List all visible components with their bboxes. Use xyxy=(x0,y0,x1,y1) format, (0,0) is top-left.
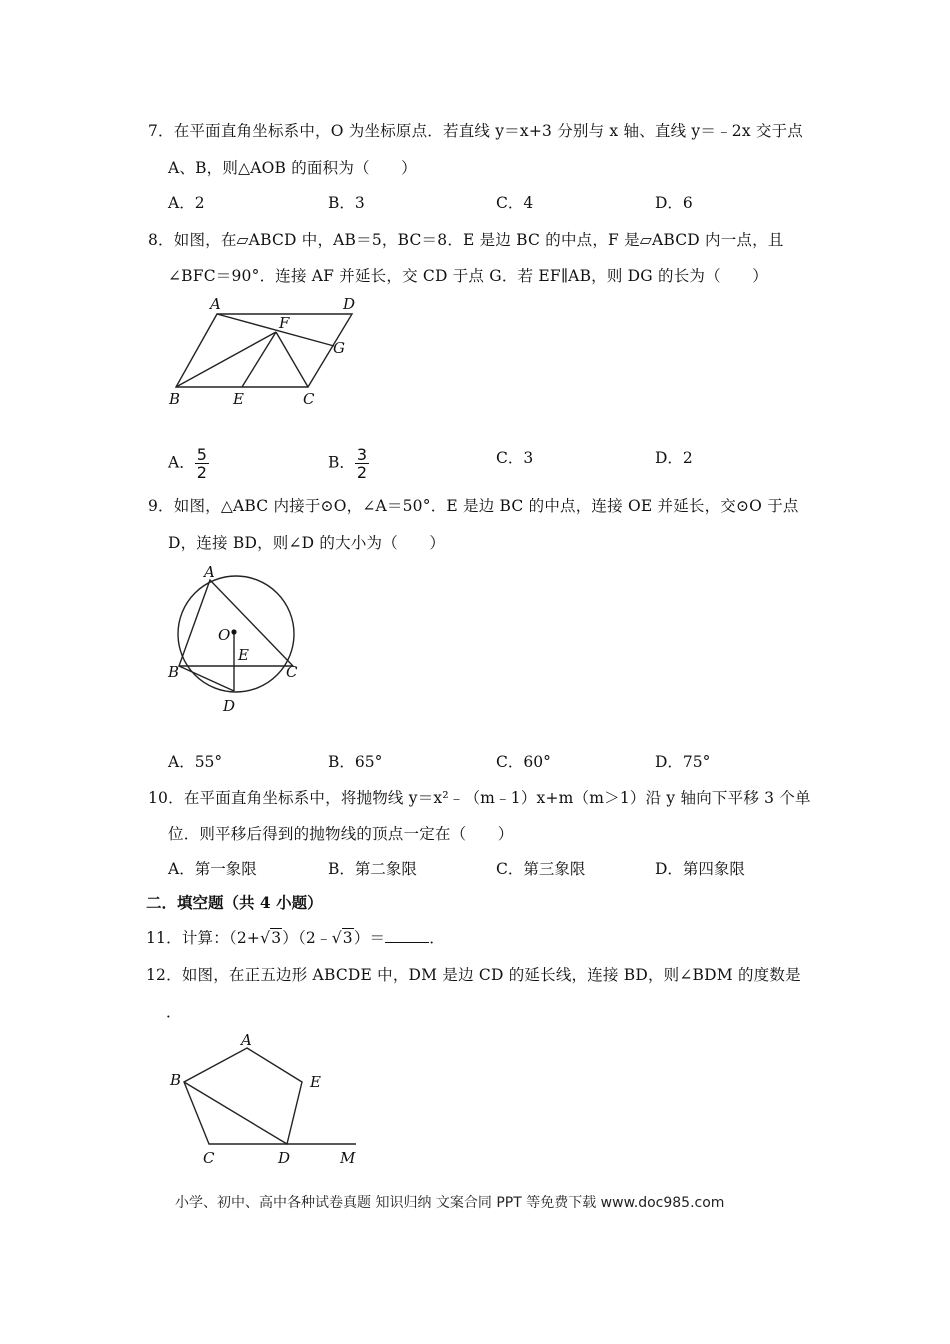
q7-option-c: C．4 xyxy=(496,194,534,212)
q10-option-a: A．第一象限 xyxy=(168,860,257,878)
q11-line xyxy=(146,926,445,948)
label-m: M xyxy=(340,1149,356,1167)
label-f: F xyxy=(279,314,290,332)
q8-line1: 8．如图，在▱ABCD 中，AB＝5，BC＝8．E 是边 BC 的中点，F 是▱ABCD 内一点，且 xyxy=(148,231,784,249)
circle-o xyxy=(178,576,294,692)
fraction-5-2: $\frac{5}{2}$ xyxy=(196,445,207,482)
pentagon-abcde xyxy=(184,1048,302,1144)
label-c: C xyxy=(286,663,298,681)
label-b: B xyxy=(170,1071,182,1089)
q10-option-b: B．第二象限 xyxy=(328,860,417,878)
label-e: E xyxy=(238,646,249,664)
sqrt-symbol-2: √ xyxy=(331,929,342,947)
label-b: B xyxy=(169,390,181,408)
q11-prefix: 11．计算：（2+ xyxy=(146,929,261,947)
label-e: E xyxy=(233,390,244,408)
label-d: D xyxy=(278,1149,291,1167)
q7-option-a: A．2 xyxy=(168,194,205,212)
center-dot xyxy=(231,629,236,634)
q7-option-b: B．3 xyxy=(328,194,365,212)
parallelogram-figure xyxy=(160,292,380,417)
q11-middle: ）（2﹣ xyxy=(282,929,332,947)
segment-bd xyxy=(184,1082,287,1144)
q10-option-d: D．第四象限 xyxy=(655,860,745,878)
triangle-abc xyxy=(179,580,293,666)
pentagon-figure xyxy=(160,1030,370,1175)
q12-line1: 12．如图，在正五边形 ABCDE 中，DM 是边 CD 的延长线，连接 BD，则∠BDM 的度数是 xyxy=(146,966,801,984)
segment-cf xyxy=(276,332,308,387)
label-c: C xyxy=(203,1149,215,1167)
q8-option-a-letter: A． xyxy=(168,453,195,472)
label-a: A xyxy=(241,1031,252,1049)
q10-line2: 位．则平移后得到的抛物线的顶点一定在（ ） xyxy=(168,825,514,843)
q7-line2: A、B，则△AOB 的面积为（ ） xyxy=(168,159,417,177)
q9-option-b: B．65° xyxy=(328,753,383,771)
label-a: A xyxy=(204,563,215,581)
fraction-3-2: $\frac{3}{2}$ xyxy=(356,445,368,482)
label-g: G xyxy=(333,339,345,357)
q8-option-d: D．2 xyxy=(655,449,693,467)
footer-text: 小学、初中、高中各种试卷真题 知识归纳 文案合同 PPT 等免费下载 www.doc985.com xyxy=(175,1195,725,1211)
label-o: O xyxy=(218,626,231,644)
q9-option-d: D．75° xyxy=(655,753,711,771)
q7-option-d: D．6 xyxy=(655,194,693,212)
q10-line1: 10．在平面直角坐标系中，将抛物线 y＝x²﹣（m﹣1）x+m（m＞1）沿 y 轴向下平移 3 个单 xyxy=(148,789,811,807)
q8-line2: ∠BFC＝90°．连接 AF 并延长，交 CD 于点 G．若 EF∥AB，则 DG 的长为（ ） xyxy=(168,267,768,285)
q11-end: ． xyxy=(429,929,445,947)
sqrt-symbol: √ xyxy=(260,929,271,947)
q9-line1: 9．如图，△ABC 内接于⊙O，∠A＝50°．E 是边 BC 的中点，连接 OE 并延长，交⊙O 于点 xyxy=(148,497,799,515)
label-a: A xyxy=(210,295,221,313)
answer-blank xyxy=(385,928,429,943)
label-d: D xyxy=(223,697,236,715)
circle-figure xyxy=(160,560,320,720)
label-b: B xyxy=(168,663,180,681)
q11-root2: 3 xyxy=(342,929,353,947)
q9-option-c: C．60° xyxy=(496,753,551,771)
q10-option-c: C．第三象限 xyxy=(496,860,586,878)
q8-option-a xyxy=(168,446,209,481)
q11-suffix: ）＝ xyxy=(353,929,386,947)
q8-option-c: C．3 xyxy=(496,449,534,467)
segment-bd xyxy=(179,666,234,691)
label-d: D xyxy=(343,295,356,313)
segment-ef xyxy=(242,332,276,387)
q12-line2: ． xyxy=(166,1003,182,1021)
q11-root1: 3 xyxy=(271,929,282,947)
section-title: 二．填空题（共 4 小题） xyxy=(146,893,323,912)
segment-ag xyxy=(217,314,334,346)
label-c: C xyxy=(303,390,315,408)
q8-option-b xyxy=(328,446,369,481)
q9-option-a: A．55° xyxy=(168,753,223,771)
q8-option-b-letter: B． xyxy=(328,453,355,472)
q9-line2: D，连接 BD，则∠D 的大小为（ ） xyxy=(168,534,446,552)
q7-line1: 7．在平面直角坐标系中，O 为坐标原点．若直线 y＝x+3 分别与 x 轴、直线 y＝﹣2x 交于点 xyxy=(148,122,804,140)
label-e: E xyxy=(310,1073,321,1091)
